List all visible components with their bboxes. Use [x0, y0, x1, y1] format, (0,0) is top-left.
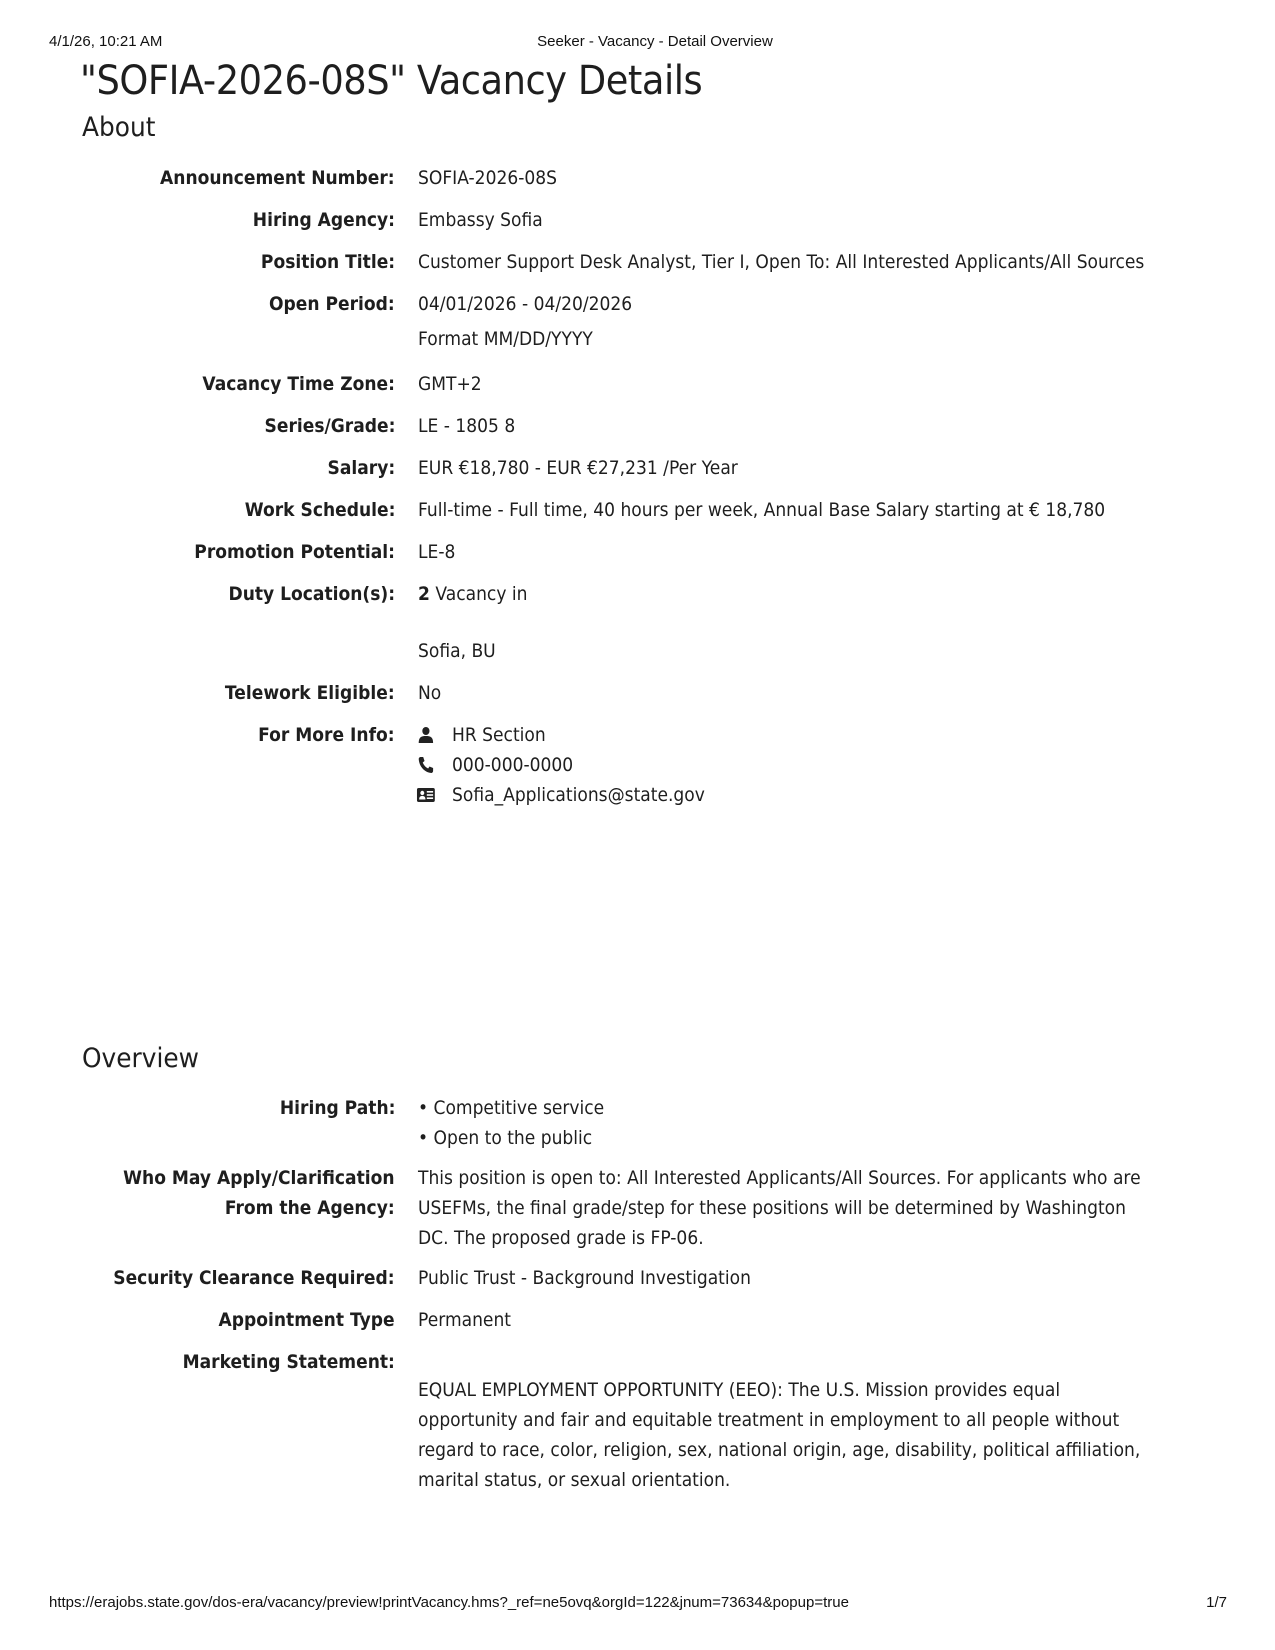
field-label: Appointment Type	[218, 1309, 395, 1331]
field-label: Open Period:	[269, 293, 395, 315]
field-value: No	[418, 682, 442, 704]
hiring-path-item: • Competitive service	[418, 1097, 605, 1119]
field-value: This position is open to: All Interested Applicants/All Sources. For applicants who are USEFMs, the final grade/step for these positions will be determined by Washington DC. The proposed grade is FP-06.	[418, 1167, 1141, 1249]
id-card-icon	[416, 787, 436, 803]
field-value: Customer Support Desk Analyst, Tier I, Open To: All Interested Applicants/All Sources	[418, 251, 1145, 273]
field-label: Security Clearance Required:	[113, 1267, 395, 1289]
field-label: Marketing Statement:	[182, 1351, 395, 1373]
page-title: "SOFIA-2026-08S" Vacancy Details	[80, 58, 703, 104]
contact-phone: 000-000-0000	[452, 754, 574, 776]
field-label: Work Schedule:	[244, 499, 395, 521]
field-label: Hiring Path:	[279, 1097, 395, 1119]
vacancy-count: 2	[418, 583, 430, 605]
contact-list	[416, 720, 705, 810]
field-value: Full-time - Full time, 40 hours per week, Annual Base Salary starting at € 18,780	[418, 499, 1106, 521]
section-overview-heading: Overview	[82, 1043, 199, 1074]
field-label: Salary:	[327, 457, 395, 479]
field-label: Duty Location(s):	[228, 583, 395, 605]
field-value: SOFIA-2026-08S	[418, 167, 557, 189]
field-label: Announcement Number:	[160, 167, 395, 189]
phone-icon	[416, 756, 436, 774]
field-value: Permanent	[418, 1309, 511, 1331]
field-value: 04/01/2026 - 04/20/2026	[418, 293, 633, 315]
contact-item	[416, 750, 705, 780]
vacancy-count-suffix: Vacancy in	[429, 583, 528, 605]
hiring-path-item: • Open to the public	[418, 1127, 593, 1149]
field-value: GMT+2	[418, 373, 482, 395]
field-label: Promotion Potential:	[194, 541, 395, 563]
duty-location: Sofia, BU	[418, 640, 496, 662]
field-value: EUR €18,780 - EUR €27,231 /Per Year	[418, 457, 738, 479]
field-label-line1: Who May Apply/Clarification	[123, 1167, 395, 1189]
print-page-title: Seeker - Vacancy - Detail Overview	[537, 33, 773, 50]
date-format-note: Format MM/DD/YYYY	[418, 328, 593, 350]
contact-item	[416, 720, 705, 750]
contact-item	[416, 780, 705, 810]
field-value: LE-8	[418, 541, 456, 563]
field-value: Public Trust - Background Investigation	[418, 1267, 751, 1289]
print-url: https://erajobs.state.gov/dos-era/vacancy/preview!printVacancy.hms?_ref=ne5ovq&orgId=122&jnum=73634&popup=true	[49, 1594, 849, 1611]
field-label-line2: From the Agency:	[225, 1197, 395, 1219]
marketing-statement-text: EQUAL EMPLOYMENT OPPORTUNITY (EEO): The U.S. Mission provides equal opportunity and fair and equitable treatment in employment to all people without regard to race, color, religion, sex, national origin, age, disability, political affiliation, marital status, or sexual orientation.	[418, 1379, 1141, 1491]
field-label: Position Title:	[260, 251, 395, 273]
field-label: Telework Eligible:	[225, 682, 395, 704]
field-label: Vacancy Time Zone:	[202, 373, 395, 395]
section-about-heading: About	[82, 112, 156, 143]
field-value	[418, 579, 527, 609]
user-icon	[416, 726, 436, 744]
contact-name: HR Section	[452, 724, 546, 746]
field-label: Hiring Agency:	[252, 209, 395, 231]
field-label: For More Info:	[258, 724, 395, 746]
print-datetime: 4/1/26, 10:21 AM	[49, 33, 163, 50]
print-page-number: 1/7	[1206, 1594, 1227, 1611]
field-value: LE - 1805 8	[418, 415, 516, 437]
field-value: Embassy Sofia	[418, 209, 543, 231]
contact-email[interactable]: Sofia_Applications@state.gov	[452, 784, 705, 806]
field-label: Series/Grade:	[264, 415, 395, 437]
